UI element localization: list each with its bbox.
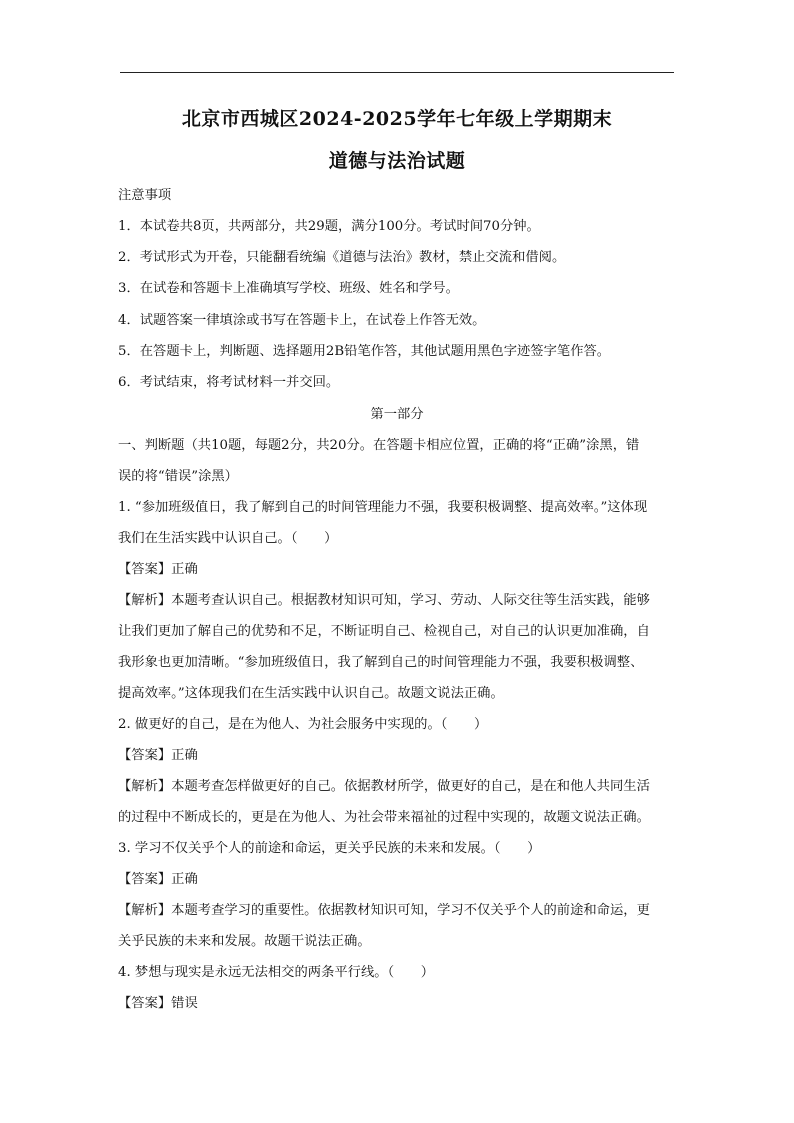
notice-heading: 注意事项	[118, 188, 172, 203]
question-text: 4. 梦想与现实是永远无法相交的两条平行线。（ ）	[118, 965, 435, 980]
question-text: 1. “参加班级值日，我了解到自己的时间管理能力不强，我要积极调整、提高效率。”这体现	[118, 500, 648, 515]
notice-item: 4．试题答案一律填涂或书写在答题卡上，在试卷上作答无效。	[118, 313, 486, 328]
question-text: 2. 做更好的自己，是在为他人、为社会服务中实现的。（ ）	[118, 717, 488, 732]
analysis-text: 【解析】本题考查怎样做更好的自己。依据教材所学，做更好的自己，是在和他人共同生活	[118, 779, 650, 794]
answer-label: 【答案】错误	[118, 996, 198, 1011]
notice-item: 2．考试形式为开卷，只能翻看统编《道德与法治》教材，禁止交流和借阅。	[118, 250, 566, 265]
header-rule	[120, 72, 674, 73]
notice-item: 5．在答题卡上，判断题、选择题用2B铅笔作答，其他试题用黑色字迹签字笔作答。	[118, 344, 611, 359]
answer-label: 【答案】正确	[118, 748, 198, 763]
notice-item: 6．考试结束，将考试材料一并交回。	[118, 375, 340, 390]
notice-item: 1．本试卷共8页，共两部分，共29题，满分100分。考试时间70分钟。	[118, 219, 540, 234]
analysis-text: 【解析】本题考查认识自己。根据教材知识可知，学习、劳动、人际交往等生活实践，能够	[118, 593, 650, 608]
exam-subtitle: 道德与法治试题	[328, 150, 466, 172]
section-intro: 误的将“错误”涂黑）	[118, 469, 238, 484]
analysis-text: 的过程中不断成长的，更是在为他人、为社会带来福祉的过程中实现的，故题文说法正确。	[118, 810, 650, 825]
analysis-text: 提高效率。”这体现我们在生活实践中认识自己。故题文说法正确。	[118, 686, 504, 701]
notice-item: 3．在试卷和答题卡上准确填写学校、班级、姓名和学号。	[118, 281, 459, 296]
analysis-text: 关乎民族的未来和发展。故题干说法正确。	[118, 934, 371, 949]
section-intro: 一、判断题（共10题，每题2分，共20分。在答题卡相应位置，正确的将“正确”涂黑，错	[118, 438, 640, 453]
part-title: 第一部分	[370, 407, 424, 422]
analysis-text: 【解析】本题考查学习的重要性。依据教材知识可知，学习不仅关乎个人的前途和命运，更	[118, 903, 650, 918]
exam-title: 北京市西城区2024-2025学年七年级上学期期末	[181, 108, 613, 130]
answer-label: 【答案】正确	[118, 872, 198, 887]
answer-label: 【答案】正确	[118, 562, 198, 577]
analysis-text: 让我们更加了解自己的优势和不足，不断证明自己、检视自己，对自己的认识更加准确，自	[118, 624, 650, 639]
analysis-text: 我形象也更加清晰。“参加班级值日，我了解到自己的时间管理能力不强，我要积极调整、	[118, 655, 644, 670]
question-text: 3. 学习不仅关乎个人的前途和命运，更关乎民族的未来和发展。（ ）	[118, 841, 541, 856]
question-text: 我们在生活实践中认识自己。（ ）	[118, 531, 338, 546]
